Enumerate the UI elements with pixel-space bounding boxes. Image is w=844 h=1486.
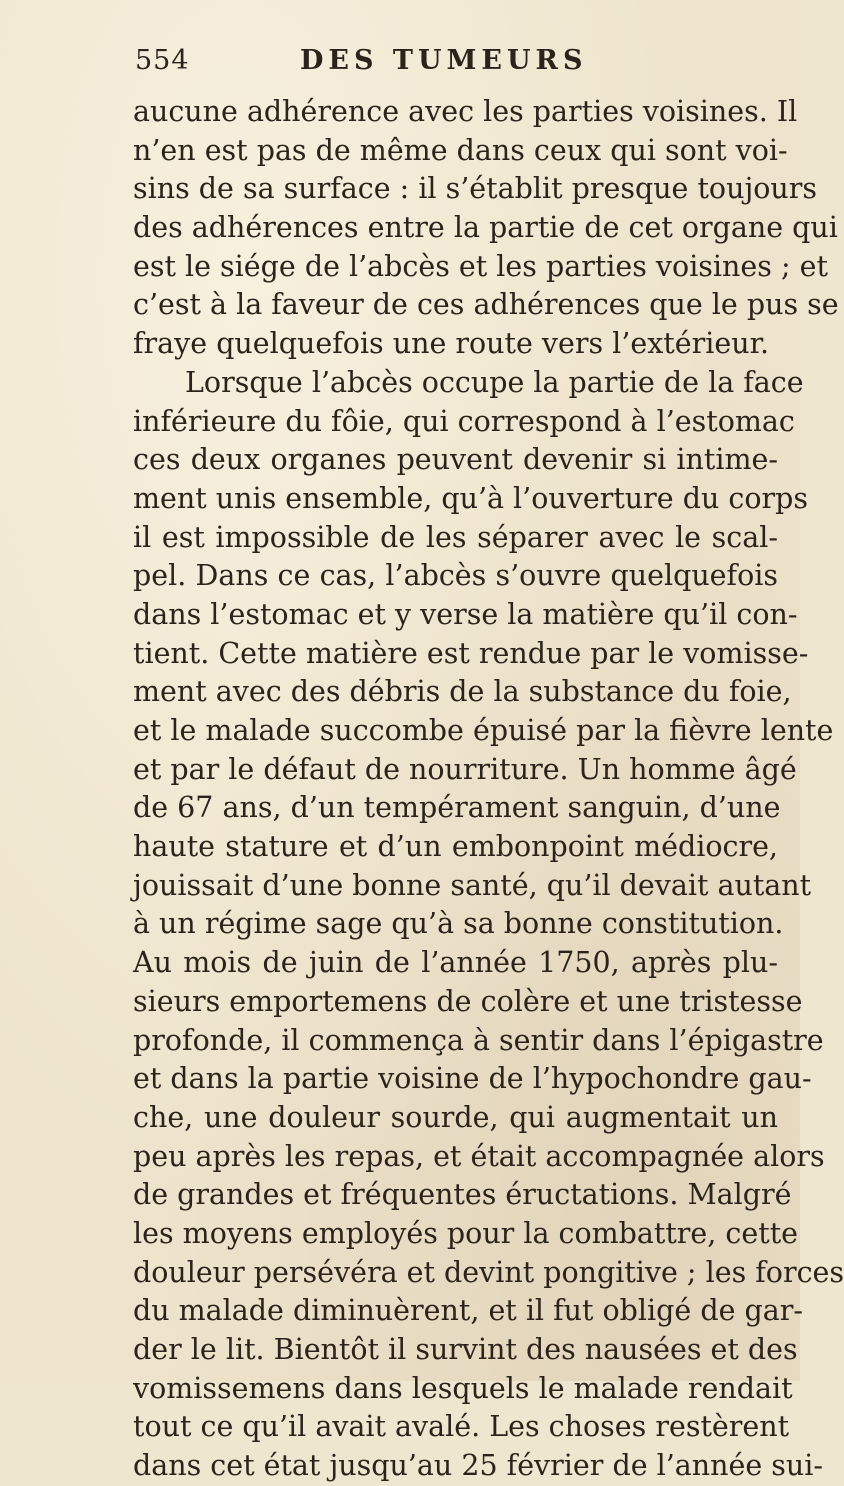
text-line: des adhérences entre la partie de cet organe qui — [133, 211, 838, 245]
text-line: vomissemens dans lesquels le malade rendait — [133, 1371, 793, 1405]
paragraph-start-line: Lorsque l’abcès occupe la partie de la face — [185, 365, 804, 399]
text-line: aucune adhérence avec les parties voisines. Il — [133, 95, 798, 128]
text-line: profonde, il commença à sentir dans l’épigastre — [133, 1023, 824, 1057]
text-line: et le malade succombe épuisé par la fièvre lente — [133, 714, 834, 747]
text-line: pel. Dans ce cas, l’abcès s’ouvre quelquefois — [133, 559, 778, 593]
text-line: à un régime sage qu’à sa bonne constitution. — [133, 907, 784, 941]
text-line: che, une douleur sourde, qui augmentait un — [133, 1100, 778, 1134]
text-line: jouissait d’une bonne santé, qu’il devait autant — [133, 868, 812, 902]
text-line: est le siége de l’abcès et les parties voisines ; et — [133, 249, 828, 283]
text-line: les moyens employés pour la combattre, cette — [133, 1216, 799, 1250]
text-line: douleur persévéra et devint pongitive ; les forces — [133, 1255, 844, 1289]
text-line: ment unis ensemble, qu’à l’ouverture du corps — [133, 481, 808, 515]
text-line: sins de sa surface : il s’établit presque toujours — [133, 172, 818, 206]
text-line: dans cet état jusqu’au 25 février de l’année sui- — [133, 1449, 824, 1483]
text-line: il est impossible de les séparer avec le scal- — [133, 520, 778, 554]
text-line: fraye quelquefois une route vers l’extérieur. — [133, 327, 770, 361]
text-line: c’est à la faveur de ces adhérences que le pus se — [133, 288, 839, 322]
running-title: DES TUMEURS — [300, 45, 588, 76]
text-line: haute stature et d’un embonpoint médiocre, — [133, 830, 778, 864]
text-line: de grandes et fréquentes éructations. Malgré — [133, 1178, 792, 1212]
text-line: dans l’estomac et y verse la matière qu’il con- — [133, 597, 798, 631]
text-line: inférieure du fôie, qui correspond à l’estomac — [133, 404, 795, 438]
text-line: peu après les repas, et était accompagnée alors — [133, 1139, 825, 1173]
text-line: Au mois de juin de l’année 1750, après plu- — [133, 946, 778, 980]
body-text — [133, 93, 844, 1486]
text-line: ment avec des débris de la substance du foie, — [133, 675, 792, 709]
text-line: sieurs emportemens de colère et une tristesse — [133, 984, 803, 1018]
text-line: n’en est pas de même dans ceux qui sont voi- — [133, 133, 788, 167]
text-line: et dans la partie voisine de l’hypochondre gau- — [133, 1062, 812, 1096]
text-line: tout ce qu’il avait avalé. Les choses restèrent — [133, 1410, 790, 1444]
text-line: ces deux organes peuvent devenir si intime- — [133, 443, 778, 477]
text-line: et par le défaut de nourriture. Un homme âgé — [133, 752, 797, 786]
text-line: tient. Cette matière est rendue par le vomisse- — [133, 636, 809, 670]
text-line: der le lit. Bientôt il survint des nausées et des — [133, 1333, 798, 1366]
page-number: 554 — [135, 45, 190, 76]
text-line: de 67 ans, d’un tempérament sanguin, d’une — [133, 791, 781, 825]
text-line: du malade diminuèrent, et il fut obligé de gar- — [133, 1294, 803, 1328]
page-header — [135, 45, 775, 85]
